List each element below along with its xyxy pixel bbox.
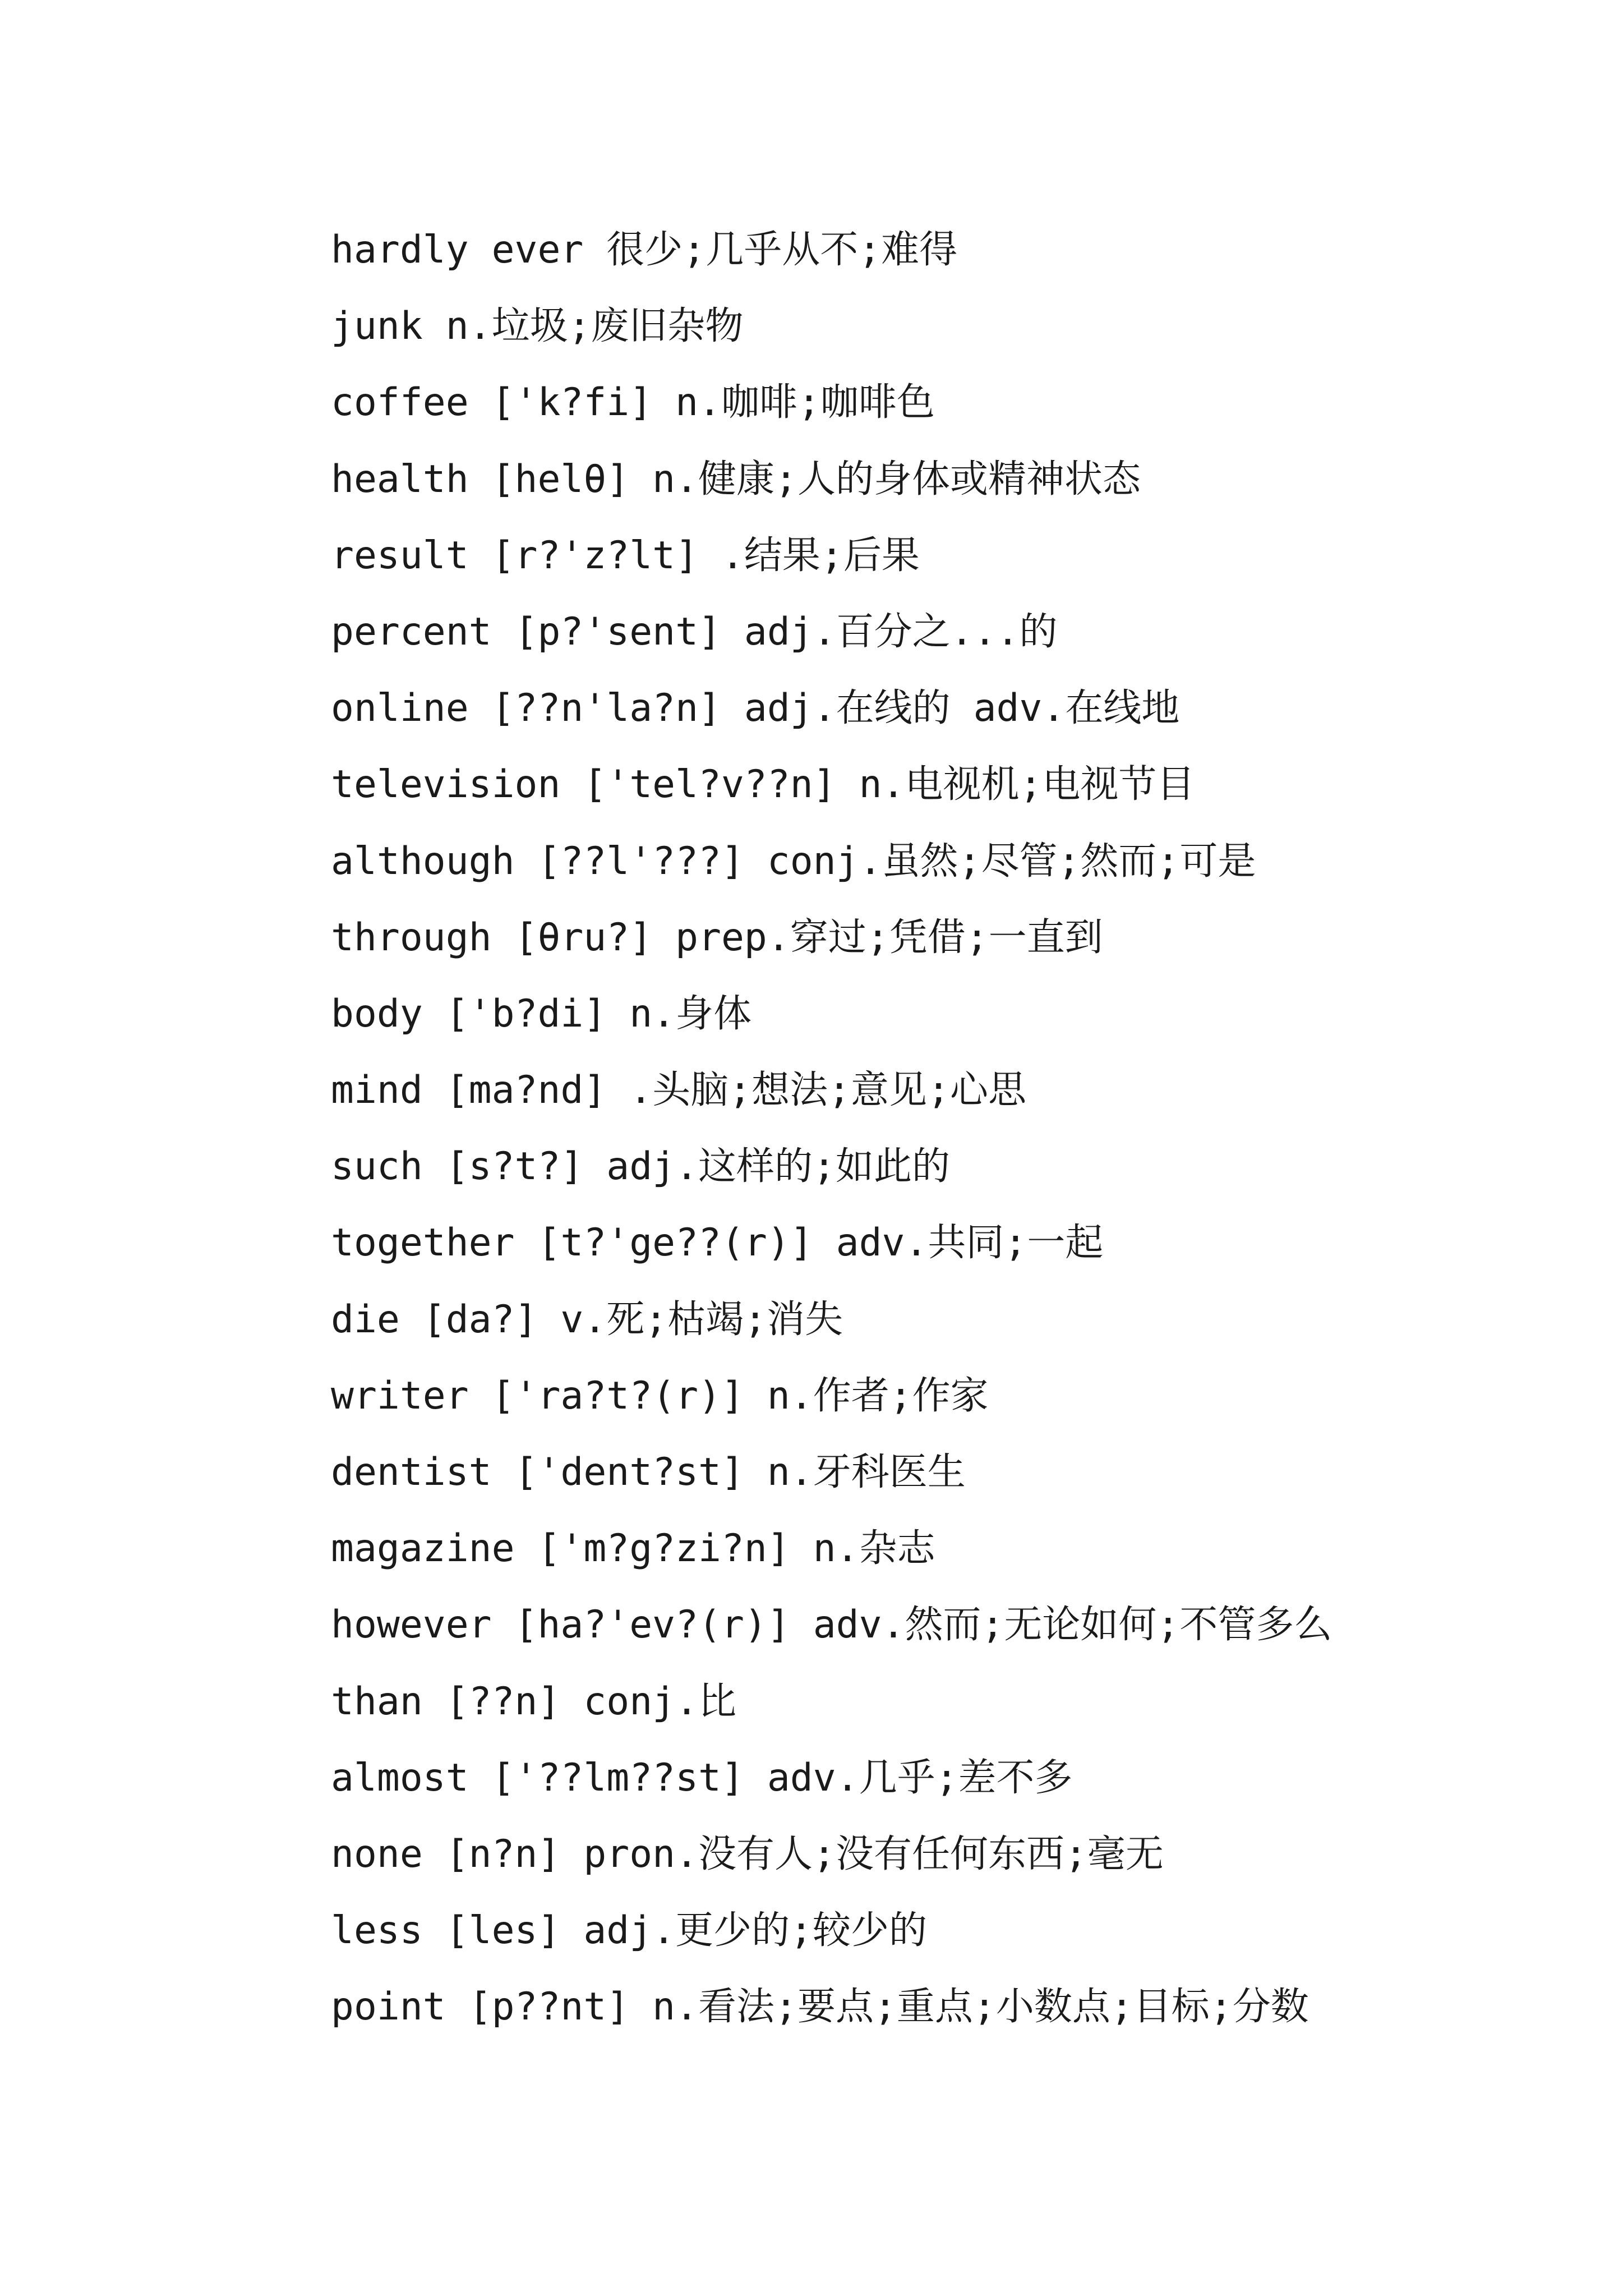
- vocab-entry: mind [ma?nd] .头脑;想法;意见;心思: [331, 1068, 1026, 1113]
- vocab-entry: together [t?'ge??(r)] adv.共同;一起: [331, 1221, 1104, 1266]
- vocab-entry: through [θru?] prep.穿过;凭借;一直到: [331, 915, 1103, 960]
- vocab-entry: dentist ['dent?st] n.牙科医生: [331, 1450, 966, 1494]
- vocab-entry: television ['tel?v??n] n.电视机;电视节目: [331, 762, 1195, 807]
- vocab-entry: less [les] adj.更少的;较少的: [331, 1908, 928, 1953]
- vocab-entry: health [helθ] n.健康;人的身体或精神状态: [331, 457, 1141, 501]
- vocab-entry: body ['b?di] n.身体: [331, 991, 752, 1036]
- vocab-entry: although [??l'???] conj.虽然;尽管;然而;可是: [331, 839, 1256, 884]
- vocab-entry: than [??n] conj.比: [331, 1679, 737, 1724]
- vocab-entry: such [s?t?] adj.这样的;如此的: [331, 1144, 950, 1189]
- vocab-entry: hardly ever 很少;几乎从不;难得: [331, 228, 958, 272]
- vocabulary-list: [331, 212, 1332, 2046]
- vocab-entry: almost ['??lm??st] adv.几乎;差不多: [331, 1755, 1073, 1800]
- vocab-entry: junk n.垃圾;废旧杂物: [331, 304, 744, 349]
- vocab-entry: coffee ['k?fi] n.咖啡;咖啡色: [331, 380, 935, 425]
- vocab-entry: magazine ['m?g?zi?n] n.杂志: [331, 1526, 935, 1571]
- vocab-entry: point [p??nt] n.看法;要点;重点;小数点;目标;分数: [331, 1985, 1309, 2030]
- vocab-entry: percent [p?'sent] adj.百分之...的: [331, 609, 1058, 654]
- vocab-entry: online [??n'la?n] adj.在线的 adv.在线地: [331, 686, 1180, 731]
- vocab-entry: result [r?'z?lt] .结果;后果: [331, 533, 920, 578]
- vocab-entry: however [ha?'ev?(r)] adv.然而;无论如何;不管多么: [331, 1603, 1332, 1648]
- vocab-entry: none [n?n] pron.没有人;没有任何东西;毫无: [331, 1832, 1164, 1876]
- vocab-entry: writer ['ra?t?(r)] n.作者;作家: [331, 1373, 989, 1418]
- vocab-entry: die [da?] v.死;枯竭;消失: [331, 1297, 843, 1342]
